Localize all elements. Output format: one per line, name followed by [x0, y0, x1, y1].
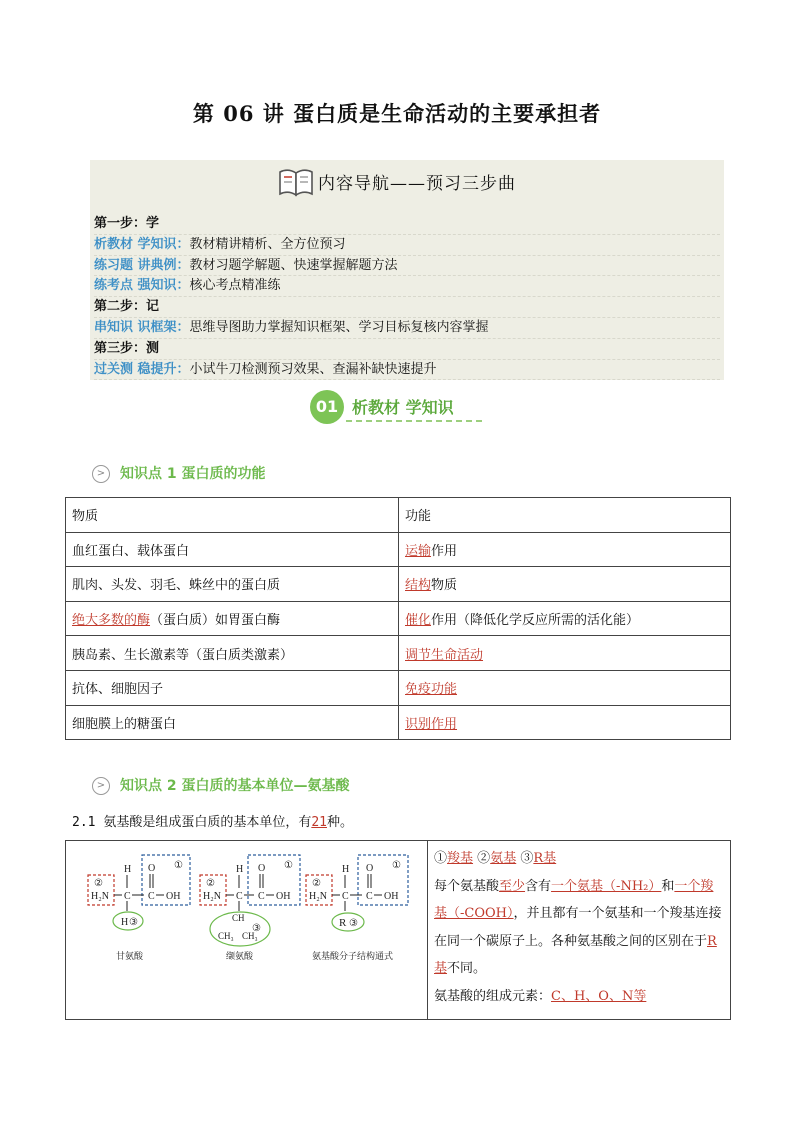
table-header-row	[66, 498, 731, 533]
text: ，并且都有一个氨基和一个羧基连接在同一个碳原子上。各种氨基酸之间的区别在于	[434, 906, 722, 949]
atom-h2n: H₂N	[91, 891, 109, 902]
answer-blank: 结构	[405, 578, 432, 594]
mark-2: ②	[94, 878, 103, 889]
answer-blank: 21	[311, 815, 327, 830]
atom-o: O	[258, 863, 266, 874]
mark-1: ①	[392, 860, 401, 871]
atom-o: O	[366, 863, 374, 874]
glycine-formula	[88, 855, 190, 961]
section-underline	[346, 420, 482, 422]
paragraph-number: 2.1	[72, 815, 96, 830]
protein-function-table	[65, 497, 731, 740]
nav-item-text: 小试牛刀检测预习效果、查漏补缺快速提升	[189, 361, 437, 377]
nav-item-label: 过关测 稳提升：	[94, 361, 190, 377]
atom-ch3: CH₃	[242, 931, 258, 941]
mark-3: ③	[129, 917, 138, 928]
text: 含有	[525, 878, 552, 894]
nav-item-text: 核心考点精准练	[189, 278, 281, 294]
atom-oh: OH	[276, 891, 291, 902]
nav-item-text: 教材习题学解题、快速掌握解题方法	[189, 257, 398, 273]
atom-h2n: H₂N	[309, 891, 327, 902]
nav-step-label: 第二步：记	[94, 299, 160, 315]
nav-item-label: 析教材 学知识：	[94, 236, 190, 252]
nav-heading: 内容导航——预习三步曲	[318, 174, 516, 194]
function-cell	[399, 636, 731, 671]
valine-formula	[200, 855, 300, 961]
answer-blank: C、H、O、N等	[551, 988, 647, 1004]
cell-text: 肌肉、头发、羽毛、蛛丝中的蛋白质	[72, 578, 281, 594]
atom-c: C	[236, 891, 243, 902]
atom-h: H	[121, 917, 129, 928]
general-formula	[306, 855, 408, 961]
answer-blank: 催化	[405, 613, 432, 629]
atom-oh: OH	[384, 891, 399, 902]
answer-blank: 一个氨基（-NH₂）	[551, 878, 662, 894]
mark-3: ③	[252, 923, 261, 934]
legend-mark: ②	[477, 851, 491, 866]
substance-cell	[66, 532, 399, 567]
function-cell	[399, 601, 731, 636]
text: 氨基酸的组成元素：	[434, 988, 552, 1004]
answer-blank: 绝大多数的酶	[72, 613, 151, 629]
table-row	[66, 601, 731, 636]
paragraph-text: 氨基酸是组成蛋白质的基本单位，有	[103, 815, 312, 830]
nav-item-label: 串知识 识框架：	[94, 319, 190, 335]
atom-h: H	[124, 864, 132, 875]
group-legend	[434, 845, 726, 873]
nav-line	[94, 276, 720, 297]
amino-acid-notes	[434, 845, 726, 1010]
nav-line	[94, 297, 720, 318]
cell-text: 抗体、细胞因子	[72, 682, 164, 698]
section-number-badge: 01	[310, 390, 344, 424]
answer-blank: 识别作用	[405, 716, 458, 732]
substance-cell	[66, 705, 399, 740]
header-substance: 物质	[66, 498, 399, 533]
atom-h: H	[236, 864, 244, 875]
table-row	[66, 670, 731, 705]
label-general-formula: 氨基酸分子结构通式	[312, 951, 394, 961]
nav-list	[94, 214, 720, 380]
answer-blank: 调节生命活动	[405, 647, 484, 663]
cell-text: （蛋白质）如胃蛋白酶	[150, 613, 281, 629]
substance-cell	[66, 567, 399, 602]
answer-blank: 一个羧基（-COOH）	[434, 878, 714, 921]
nav-item-text: 教材精讲精析、全方位预习	[189, 236, 346, 252]
nav-line	[94, 235, 720, 256]
cell-text: 物质	[431, 578, 458, 594]
nav-step-label: 第一步：学	[94, 216, 160, 231]
legend-carboxyl: 羧基	[447, 851, 474, 866]
knowledge-point-title: 知识点 2 蛋白质的基本单位—氨基酸	[120, 778, 350, 794]
function-cell	[399, 705, 731, 740]
nav-header	[90, 160, 724, 200]
table-row	[66, 567, 731, 602]
cell-text: 细胞膜上的糖蛋白	[72, 716, 177, 732]
atom-c: C	[124, 891, 131, 902]
answer-blank: 运输	[405, 543, 432, 559]
substance-cell	[66, 636, 399, 671]
label-valine: 缬氨酸	[226, 951, 254, 961]
nav-line	[94, 339, 720, 360]
function-cell	[399, 532, 731, 567]
nav-step-label: 第三步：测	[94, 340, 160, 356]
table-row	[66, 636, 731, 671]
answer-blank: 免疫功能	[405, 682, 458, 698]
atom-h: H	[342, 864, 350, 875]
mark-1: ①	[174, 860, 183, 871]
knowledge-point-title: 知识点 1 蛋白质的功能	[120, 466, 266, 482]
text: 不同。	[447, 961, 487, 976]
label-glycine: 甘氨酸	[116, 951, 144, 961]
nav-line	[94, 318, 720, 339]
structure-formulas-svg	[66, 841, 428, 1019]
mark-2: ②	[312, 878, 321, 889]
page-title: 第 06 讲 蛋白质是生命活动的主要承担者	[192, 101, 602, 126]
atom-o: O	[148, 863, 156, 874]
section-title: 析教材 学知识	[352, 398, 454, 417]
book-icon	[276, 164, 316, 198]
legend-r-group: R基	[533, 851, 557, 866]
atom-c: C	[258, 891, 265, 902]
nav-line	[94, 256, 720, 277]
chevron-circle-icon: >	[92, 777, 110, 795]
atom-c: C	[342, 891, 349, 902]
cell-text: 作用（降低化学反应所需的活化能）	[431, 613, 640, 629]
atom-h2n: H₂N	[203, 891, 221, 902]
table-row	[66, 532, 731, 567]
mark-3: ③	[349, 918, 358, 929]
atom-oh: OH	[166, 891, 181, 902]
nav-item-label: 练习题 讲典例：	[94, 257, 190, 273]
answer-blank: 至少	[499, 878, 526, 894]
amino-acid-structure-diagram	[66, 841, 428, 1019]
substance-cell	[66, 601, 399, 636]
function-cell	[399, 670, 731, 705]
cell-text: 作用	[431, 543, 458, 559]
legend-amino: 氨基	[490, 851, 517, 866]
nav-item-text: 思维导图助力掌握知识框架、学习目标复核内容掌握	[189, 319, 489, 335]
amino-acid-description	[434, 873, 726, 983]
answer-blank: R基	[434, 933, 717, 976]
cell-text: 血红蛋白、载体蛋白	[72, 543, 190, 559]
header-function: 功能	[399, 498, 731, 533]
substance-cell	[66, 670, 399, 705]
atom-c: C	[148, 891, 155, 902]
nav-item-label: 练考点 强知识：	[94, 278, 190, 294]
text: 每个氨基酸	[434, 878, 500, 894]
mark-1: ①	[284, 860, 293, 871]
atom-c: C	[366, 891, 373, 902]
content-navigation-box	[90, 160, 724, 380]
mark-2: ②	[206, 878, 215, 889]
legend-mark: ③	[520, 851, 534, 866]
legend-mark: ①	[434, 851, 448, 866]
amino-acid-box	[65, 840, 731, 1020]
nav-line	[94, 360, 720, 381]
atom-ch3: CH₃	[218, 931, 234, 941]
nav-line	[94, 214, 720, 235]
atom-r: R	[339, 917, 347, 929]
amino-acid-elements	[434, 983, 726, 1011]
text: 和	[661, 878, 675, 894]
paragraph-2-1	[72, 811, 353, 830]
paragraph-text-end: 种。	[326, 815, 353, 830]
function-cell	[399, 567, 731, 602]
table-row	[66, 705, 731, 740]
chevron-circle-icon: >	[92, 465, 110, 483]
atom-ch: CH	[232, 913, 245, 923]
cell-text: 胰岛素、生长激素等（蛋白质类激素）	[72, 647, 294, 663]
